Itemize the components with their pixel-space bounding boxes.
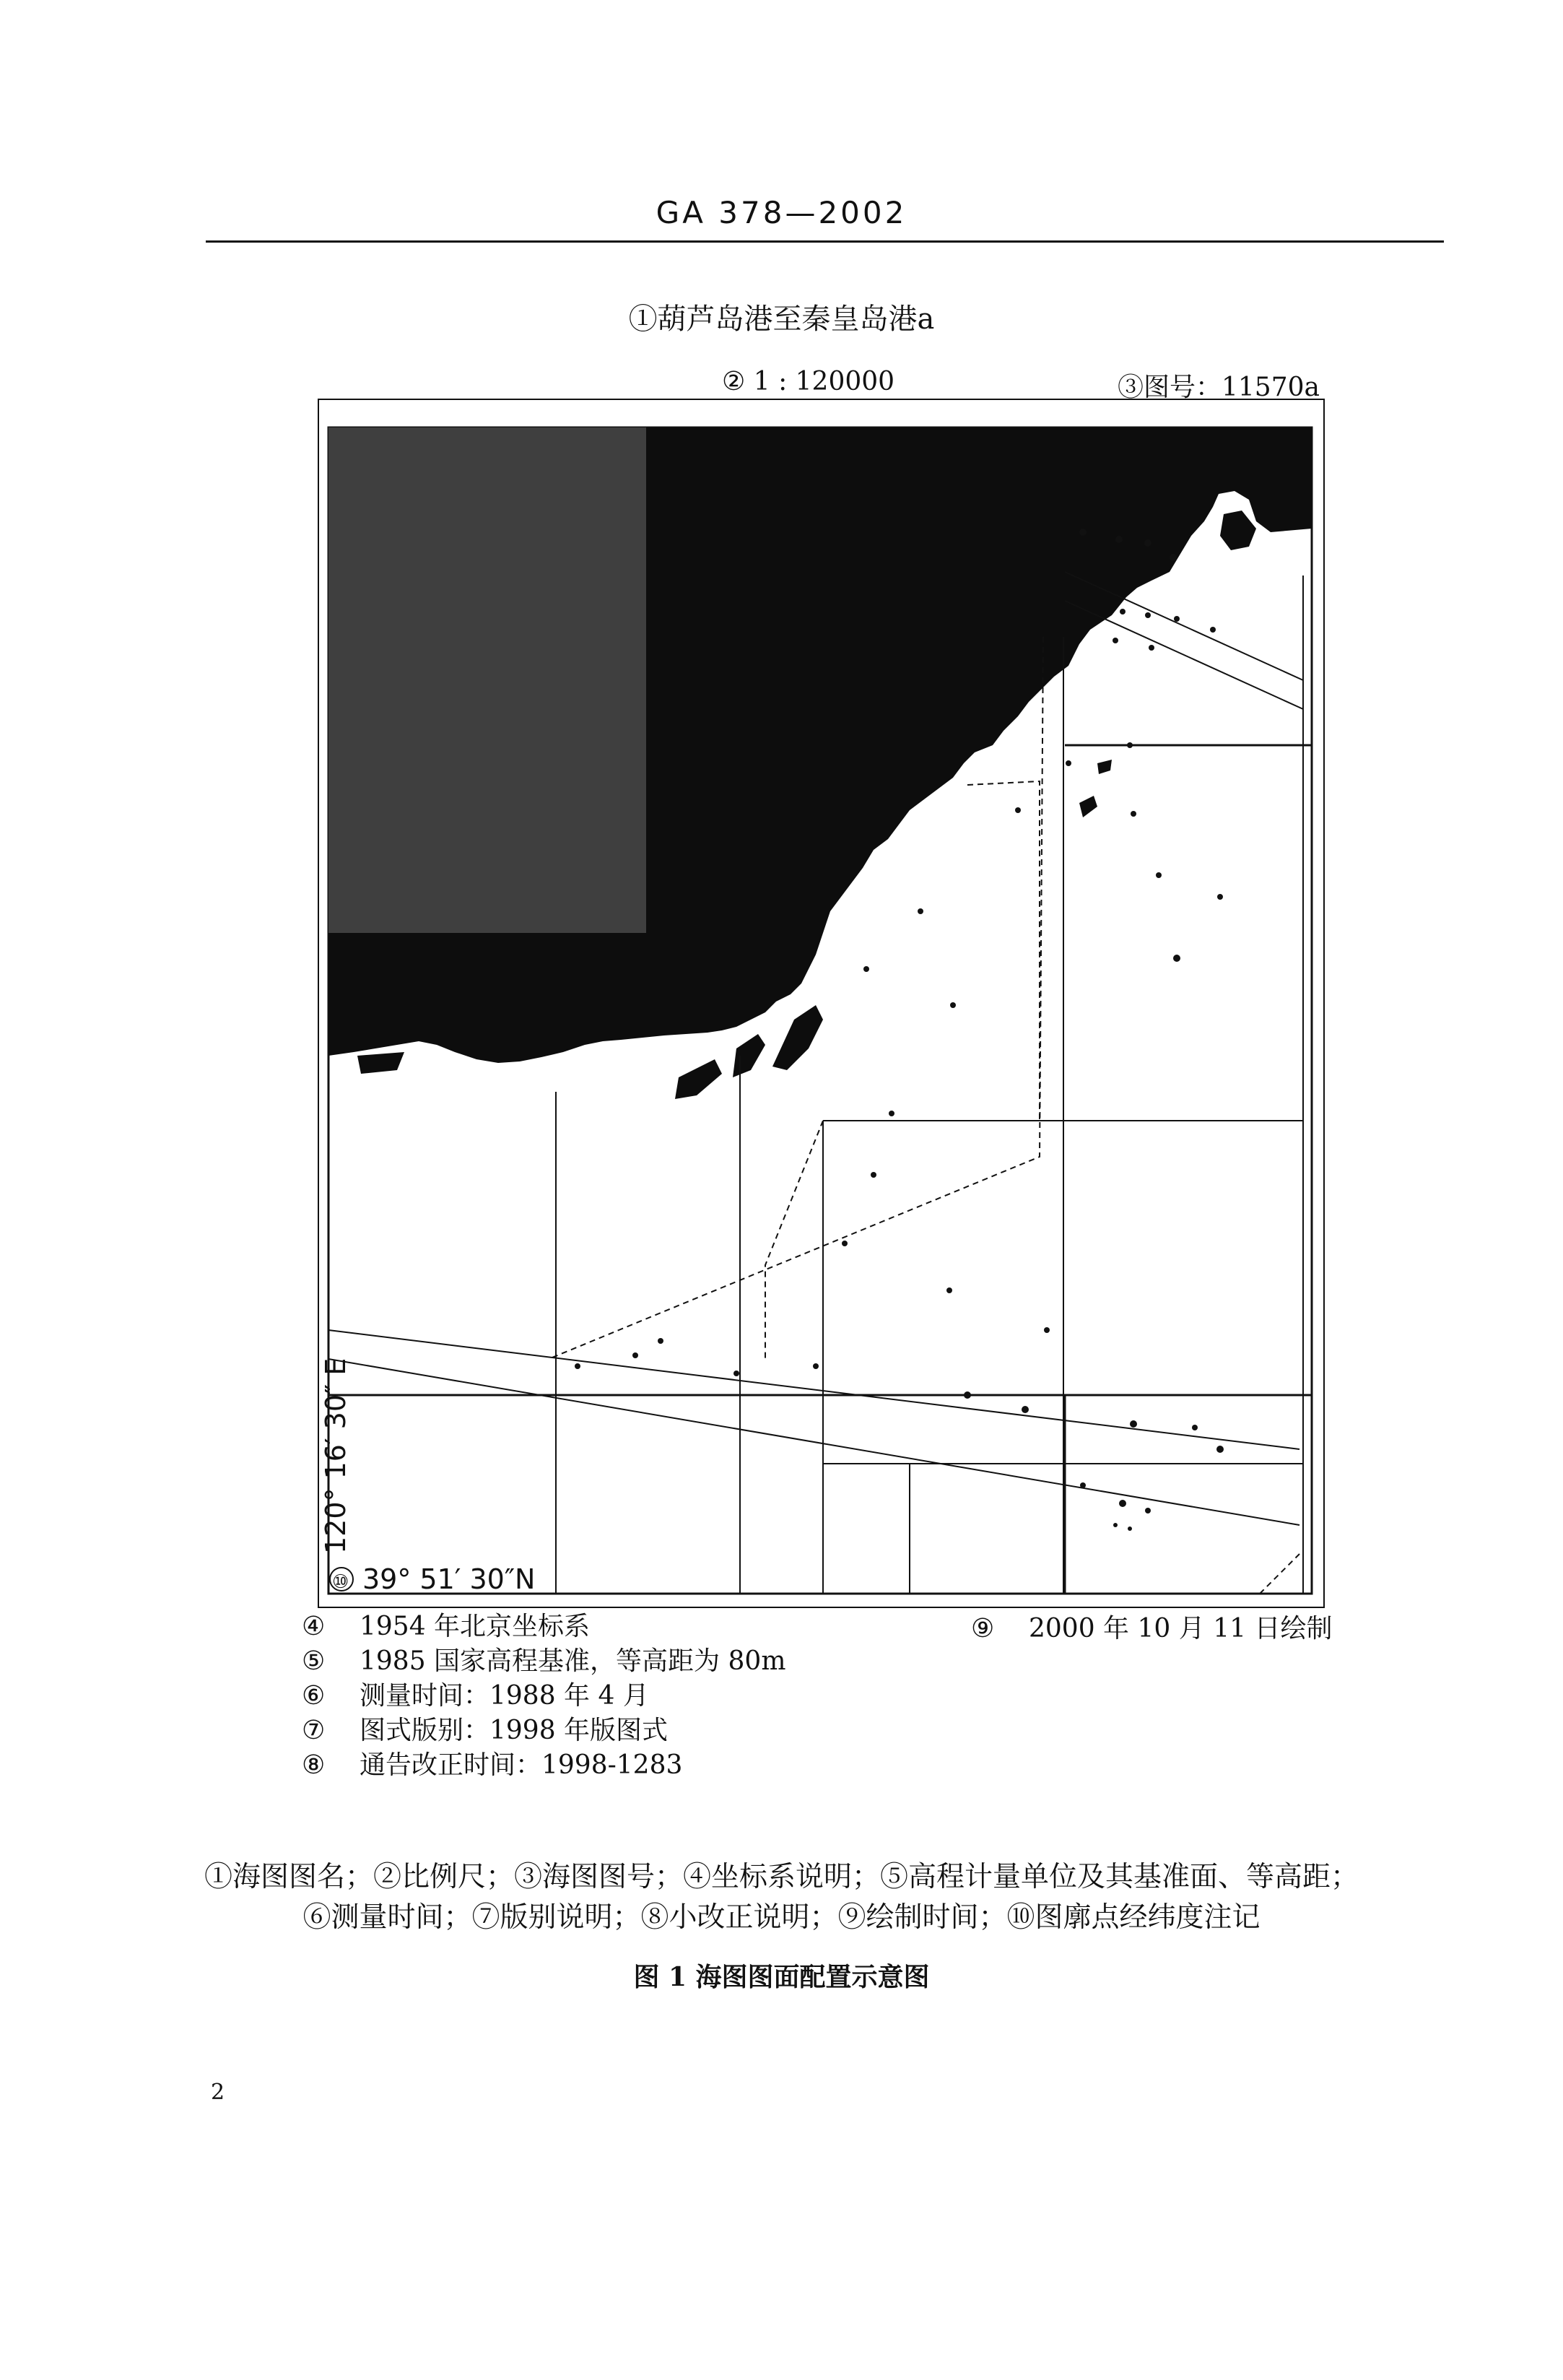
note-5	[302, 1646, 786, 1676]
note-number: ⑤	[302, 1646, 326, 1676]
note-9	[971, 1616, 1332, 1642]
note-number: ⑨	[971, 1614, 995, 1643]
note-8	[302, 1750, 683, 1780]
chart-scale: ② 1 : 120000	[722, 367, 895, 396]
land-shading	[328, 427, 646, 933]
island	[675, 1059, 722, 1099]
nautical-chart-map	[318, 399, 1325, 1608]
legend-line-1: ①海图图名；②比例尺；③海图图号；④坐标系说明；⑤高程计量单位及其基准面、等高距；	[204, 1861, 1359, 1893]
chart-title: ①葫芦岛港至秦皇岛港a	[628, 303, 935, 336]
island	[1079, 796, 1097, 817]
chart-number: ③图号：11570a	[1118, 373, 1320, 402]
island	[772, 1005, 823, 1070]
note-6	[302, 1683, 649, 1709]
island	[1220, 511, 1256, 550]
note-text: 1985 国家高程基准，等高距为 80m	[360, 1646, 786, 1676]
island	[1097, 760, 1112, 774]
legend-line-2: ⑥测量时间；⑦版别说明；⑧小改正说明；⑨绘制时间；⑩图廓点经纬度注记	[302, 1901, 1261, 1934]
note-number: ⑦	[302, 1716, 326, 1745]
note-number: ⑧	[302, 1750, 326, 1780]
note-text: 图式版别：1998 年版图式	[360, 1716, 669, 1745]
corner-lon-label: 120° 16′ 30″ E	[320, 1358, 352, 1554]
note-4	[302, 1614, 590, 1640]
island	[357, 1052, 404, 1074]
header-rule	[206, 240, 1444, 243]
note-number: ⑥	[302, 1681, 326, 1711]
corner-marker: ⑩	[332, 1571, 349, 1593]
note-text: 2000 年 10 月 11 日绘制	[1029, 1614, 1333, 1643]
note-text: 1954 年北京坐标系	[360, 1612, 591, 1641]
page-number: 2	[211, 2080, 225, 2105]
corner-lat-label: 39° 51′ 30″N	[362, 1563, 536, 1595]
figure-caption: 图 1 海图图面配置示意图	[633, 1962, 930, 1992]
island	[733, 1034, 765, 1077]
note-text: 测量时间：1988 年 4 月	[360, 1681, 649, 1711]
standard-header: GA 378—2002	[656, 195, 907, 230]
note-number: ④	[302, 1612, 326, 1641]
note-7	[302, 1718, 668, 1744]
note-text: 通告改正时间：1998-1283	[360, 1750, 683, 1780]
